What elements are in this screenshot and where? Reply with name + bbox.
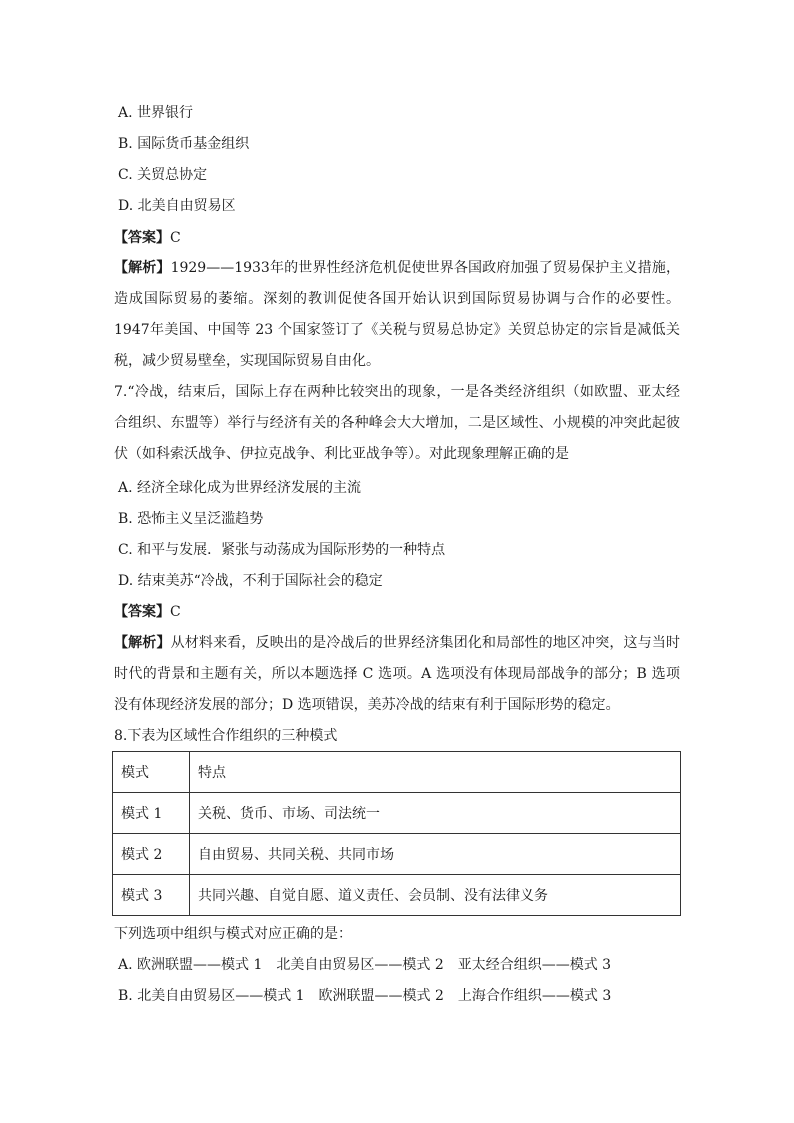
answer-tag: 【答案】 xyxy=(114,604,170,620)
table-row xyxy=(113,875,681,916)
q6-answer xyxy=(114,228,181,248)
q7-option-a: A. 经济全球化成为世界经济发展的主流 xyxy=(118,480,362,496)
q7-option-c: C. 和平与发展．紧张与动荡成为国际形势的一种特点 xyxy=(118,542,446,558)
table-row xyxy=(113,834,681,875)
table-cell: 共同兴趣、自觉自愿、道义责任、会员制、没有法律义务 xyxy=(190,875,681,916)
q6-analysis xyxy=(114,253,680,377)
q8-stem: 8.下表为区域性合作组织的三种模式 xyxy=(114,728,338,744)
q6-option-a: A. 世界银行 xyxy=(118,105,194,121)
analysis-tag: 【解析】 xyxy=(114,635,171,651)
table-cell: 模式 3 xyxy=(113,875,190,916)
answer-value: C xyxy=(170,604,181,620)
q6-option-b: B. 国际货币基金组织 xyxy=(118,136,250,152)
q8-question: 下列选项中组织与模式对应正确的是： xyxy=(114,926,352,942)
q7-answer xyxy=(114,602,181,622)
answer-value: C xyxy=(170,230,181,246)
analysis-tag: 【解析】 xyxy=(114,260,171,276)
table-cell: 自由贸易、共同关税、共同市场 xyxy=(190,834,681,875)
modes-table xyxy=(112,751,681,916)
q8-option-b: B. 北美自由贸易区——模式 1 欧洲联盟——模式 2 上海合作组织——模式 3 xyxy=(118,988,612,1004)
q8-option-a: A. 欧洲联盟——模式 1 北美自由贸易区——模式 2 亚太经合组织——模式 3 xyxy=(118,957,612,973)
q7-option-d: D. 结束美苏“冷战，不利于国际社会的稳定 xyxy=(118,573,383,589)
table-cell: 模式 1 xyxy=(113,793,190,834)
table-header-cell: 模式 xyxy=(113,752,190,793)
q7-stem: 7.“冷战，结束后，国际上存在两种比较突出的现象，一是各类经济组织（如欧盟、亚太经合组织、东盟等）举行与经济有关的各种峰会大大增加，二是区域性、小规模的冲突此起彼伏（如科索沃战争、伊拉克战争、利比亚战争等）。对此现象理解正确的是 xyxy=(114,384,680,462)
analysis-text: 从材料来看，反映出的是冷战后的世界经济集团化和局部性的地区冲突，这与当时时代的背景和主题有关，所以本题选择 C 选项。A 选项没有体现局部战争的部分；B 选项没有体现经济发展的部分；D 选项错误，美苏冷战的结束有利于国际形势的稳定。 xyxy=(114,635,681,713)
q7-analysis xyxy=(114,628,680,721)
q6-option-d: D. 北美自由贸易区 xyxy=(118,198,236,214)
table-header-cell: 特点 xyxy=(190,752,681,793)
q7-option-b: B. 恐怖主义呈泛滥趋势 xyxy=(118,511,264,527)
q6-option-c: C. 关贸总协定 xyxy=(118,167,208,183)
analysis-text: 1929——1933年的世界性经济危机促使世界各国政府加强了贸易保护主义措施，造成国际贸易的萎缩。深刻的教训促使各国开始认识到国际贸易协调与合作的必要性。1947年美国、中国等 23 个国家签订了《关税与贸易总协定》关贸总协定的宗旨是减低关税，减少贸易壁垒，实现国际贸易自由化。 xyxy=(114,260,680,369)
answer-tag: 【答案】 xyxy=(114,230,170,246)
table-cell: 模式 2 xyxy=(113,834,190,875)
table-row xyxy=(113,793,681,834)
table-header-row xyxy=(113,752,681,793)
table-cell: 关税、货币、市场、司法统一 xyxy=(190,793,681,834)
